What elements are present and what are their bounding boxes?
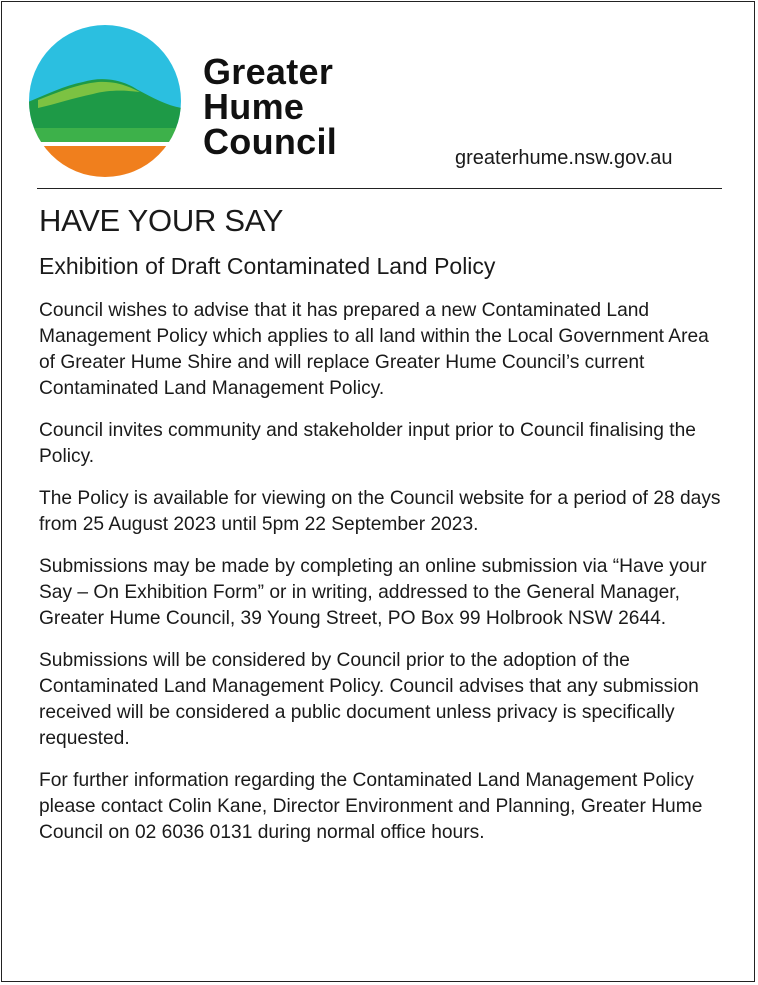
- paragraph-consideration: Submissions will be considered by Council prior to the adoption of the Contaminated Land Management Policy. Council advises that any submission received will be considered a public document unless privacy is specifically requested.: [39, 650, 699, 749]
- paragraph-contact: For further information regarding the Contaminated Land Management Policy please contact Colin Kane, Director Environment and Planning, Greater Hume Council on 02 6036 0131 during normal office hours.: [39, 770, 703, 843]
- paragraph-availability: The Policy is available for viewing on the Council website for a period of 28 days from 25 August 2023 until 5pm 22 September 2023.: [39, 488, 721, 535]
- org-name-line-1: Greater: [203, 51, 334, 92]
- page-title: HAVE YOUR SAY: [39, 203, 284, 238]
- org-name: [203, 51, 338, 162]
- org-name-line-3: Council: [203, 121, 338, 162]
- paragraph-intro: Council wishes to advise that it has prepared a new Contaminated Land Management Policy which applies to all land within the Local Government Area of Greater Hume Shire and will replace Greater Hume Council’s current Contaminated Land Management Policy.: [39, 300, 709, 399]
- logo-stripe-green: [28, 128, 182, 142]
- logo-earth: [28, 146, 182, 178]
- notice-body: [39, 298, 729, 862]
- paragraph-invitation: Council invites community and stakeholder input prior to Council finalising the Policy.: [39, 420, 696, 467]
- org-name-line-2: Hume: [203, 86, 305, 127]
- website-url: greaterhume.nsw.gov.au: [455, 147, 673, 169]
- header-divider: [37, 188, 722, 189]
- paragraph-submissions: Submissions may be made by completing an online submission via “Have your Say – On Exhibition Form” or in writing, addressed to the General Manager, Greater Hume Council, 39 Young Street, PO Box 99 Holbrook NSW 2644.: [39, 556, 707, 629]
- logo-stripe-white: [28, 142, 182, 146]
- page-subtitle: Exhibition of Draft Contaminated Land Policy: [39, 253, 496, 279]
- council-logo-icon: [28, 24, 182, 178]
